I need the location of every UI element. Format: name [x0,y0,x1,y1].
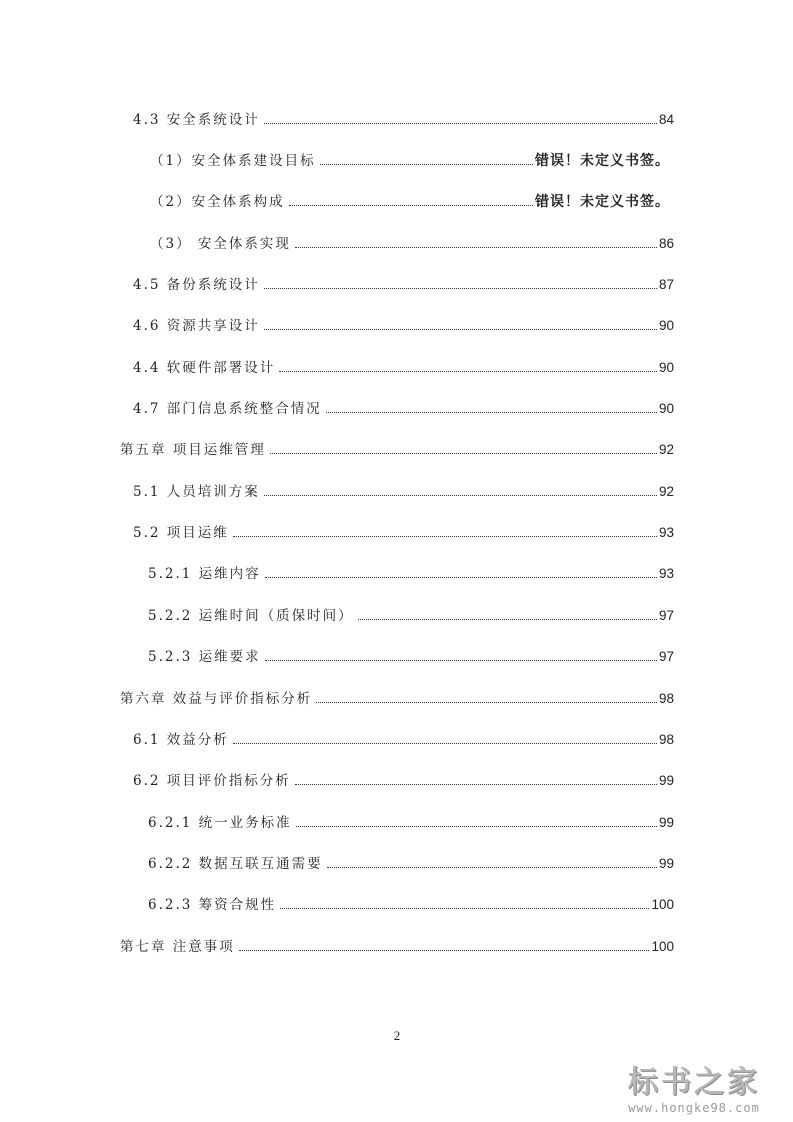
dot-leader [270,452,657,454]
toc-entry-page: 93 [658,566,674,581]
toc-entry[interactable] [150,190,670,210]
dot-leader [296,825,657,827]
toc-entry-title: 4.6 资源共享设计 [133,318,260,334]
dot-leader [295,246,657,248]
toc-entry-title: （3） 安全体系实现 [150,236,291,252]
toc-entry-chapter[interactable] [120,935,674,955]
dot-leader [279,370,657,372]
toc-entry[interactable] [148,811,674,831]
toc-entry[interactable] [133,356,674,376]
toc-entry-title: 4.7 部门信息系统整合情况 [133,401,322,417]
toc-entry[interactable] [133,108,674,128]
toc-entry-page: 100 [651,897,674,912]
toc-entry-title: 4.5 备份系统设计 [133,277,260,293]
toc-entry-page: 97 [658,608,674,623]
toc-entry-title: 5.2.3 运维要求 [148,649,261,665]
toc-entry-title: 6.2.2 数据互联互通需要 [148,856,323,872]
dot-leader [280,907,649,909]
toc-entry-page: 90 [658,318,674,333]
toc-entry[interactable] [148,893,674,913]
toc-entry[interactable] [148,562,674,582]
toc-entry-page: 92 [658,484,674,499]
toc-entry-chapter[interactable] [120,438,674,458]
toc-entry-title: 6.2 项目评价指标分析 [133,773,291,789]
dot-leader [265,576,657,578]
dot-leader [264,287,657,289]
toc-entry[interactable] [148,852,674,872]
watermark-title: 标书之家 [628,1065,760,1100]
toc-entry[interactable] [133,769,674,789]
toc-entry-title: （2）安全体系构成 [150,194,285,210]
toc-entry[interactable] [148,604,674,624]
toc-entry-title: 6.1 效益分析 [133,732,229,748]
dot-leader [326,411,657,413]
toc-entry-title: 5.2 项目运维 [133,525,229,541]
dot-leader [327,866,657,868]
page-number: 2 [393,1028,401,1043]
toc-entry-title: 4.3 安全系统设计 [133,112,260,128]
toc-entry[interactable] [133,314,674,334]
toc-entry-title: （1）安全体系建设目标 [150,153,316,169]
dot-leader [320,163,533,165]
toc-entry-page: 97 [658,649,674,664]
toc-entry-title: 第六章 效益与评价指标分析 [120,691,313,707]
toc-entry[interactable] [148,645,674,665]
toc-entry-title: 5.2.1 运维内容 [148,566,261,582]
toc-entry-page: 99 [658,815,674,830]
toc-entry[interactable] [133,397,674,417]
toc-entry-page: 86 [658,236,674,251]
dot-leader [264,122,657,124]
toc-entry-chapter[interactable] [120,687,674,707]
toc-entry-title: 5.2.2 运维时间（质保时间） [148,608,354,624]
toc-entry-title: 6.2.1 统一业务标准 [148,815,292,831]
toc-entry-page: 98 [658,732,674,747]
toc-entry[interactable] [133,480,674,500]
toc-entry[interactable] [133,273,674,293]
toc-entry-page: 99 [658,856,674,871]
toc-entry-page-error: 错误！未定义书签。 [535,153,670,169]
toc-entry-page: 93 [658,525,674,540]
dot-leader [233,535,657,537]
toc-entry-title: 第七章 注意事项 [120,939,235,955]
toc-entry-page: 92 [658,442,674,457]
dot-leader [289,204,533,206]
toc-entry-title: 第五章 项目运维管理 [120,442,266,458]
toc-entry-title: 4.4 软硬件部署设计 [133,360,276,376]
toc-entry-page-error: 错误！未定义书签。 [535,194,670,210]
toc-entry-title: 5.1 人员培训方案 [133,484,260,500]
toc-entry-page: 98 [658,691,674,706]
dot-leader [264,494,657,496]
toc-entry-page: 99 [658,773,674,788]
dot-leader [316,701,657,703]
toc-entry[interactable] [150,232,674,252]
toc-entry-page: 87 [658,277,674,292]
dot-leader [265,659,657,661]
toc-entry-title: 6.2.3 筹资合规性 [148,897,277,913]
toc-entry[interactable] [150,149,670,169]
dot-leader [233,742,657,744]
toc-entry[interactable] [133,521,674,541]
toc-entry-page: 90 [658,401,674,416]
dot-leader [295,783,657,785]
toc-entry-page: 90 [658,360,674,375]
dot-leader [264,328,657,330]
dot-leader [239,949,650,951]
toc-entry-page: 100 [651,939,674,954]
dot-leader [358,618,657,620]
toc-entry-page: 84 [658,112,674,127]
watermark-url: www.hongke98.com [628,1101,760,1115]
toc-entry[interactable] [133,728,674,748]
watermark-logo [609,1066,779,1116]
